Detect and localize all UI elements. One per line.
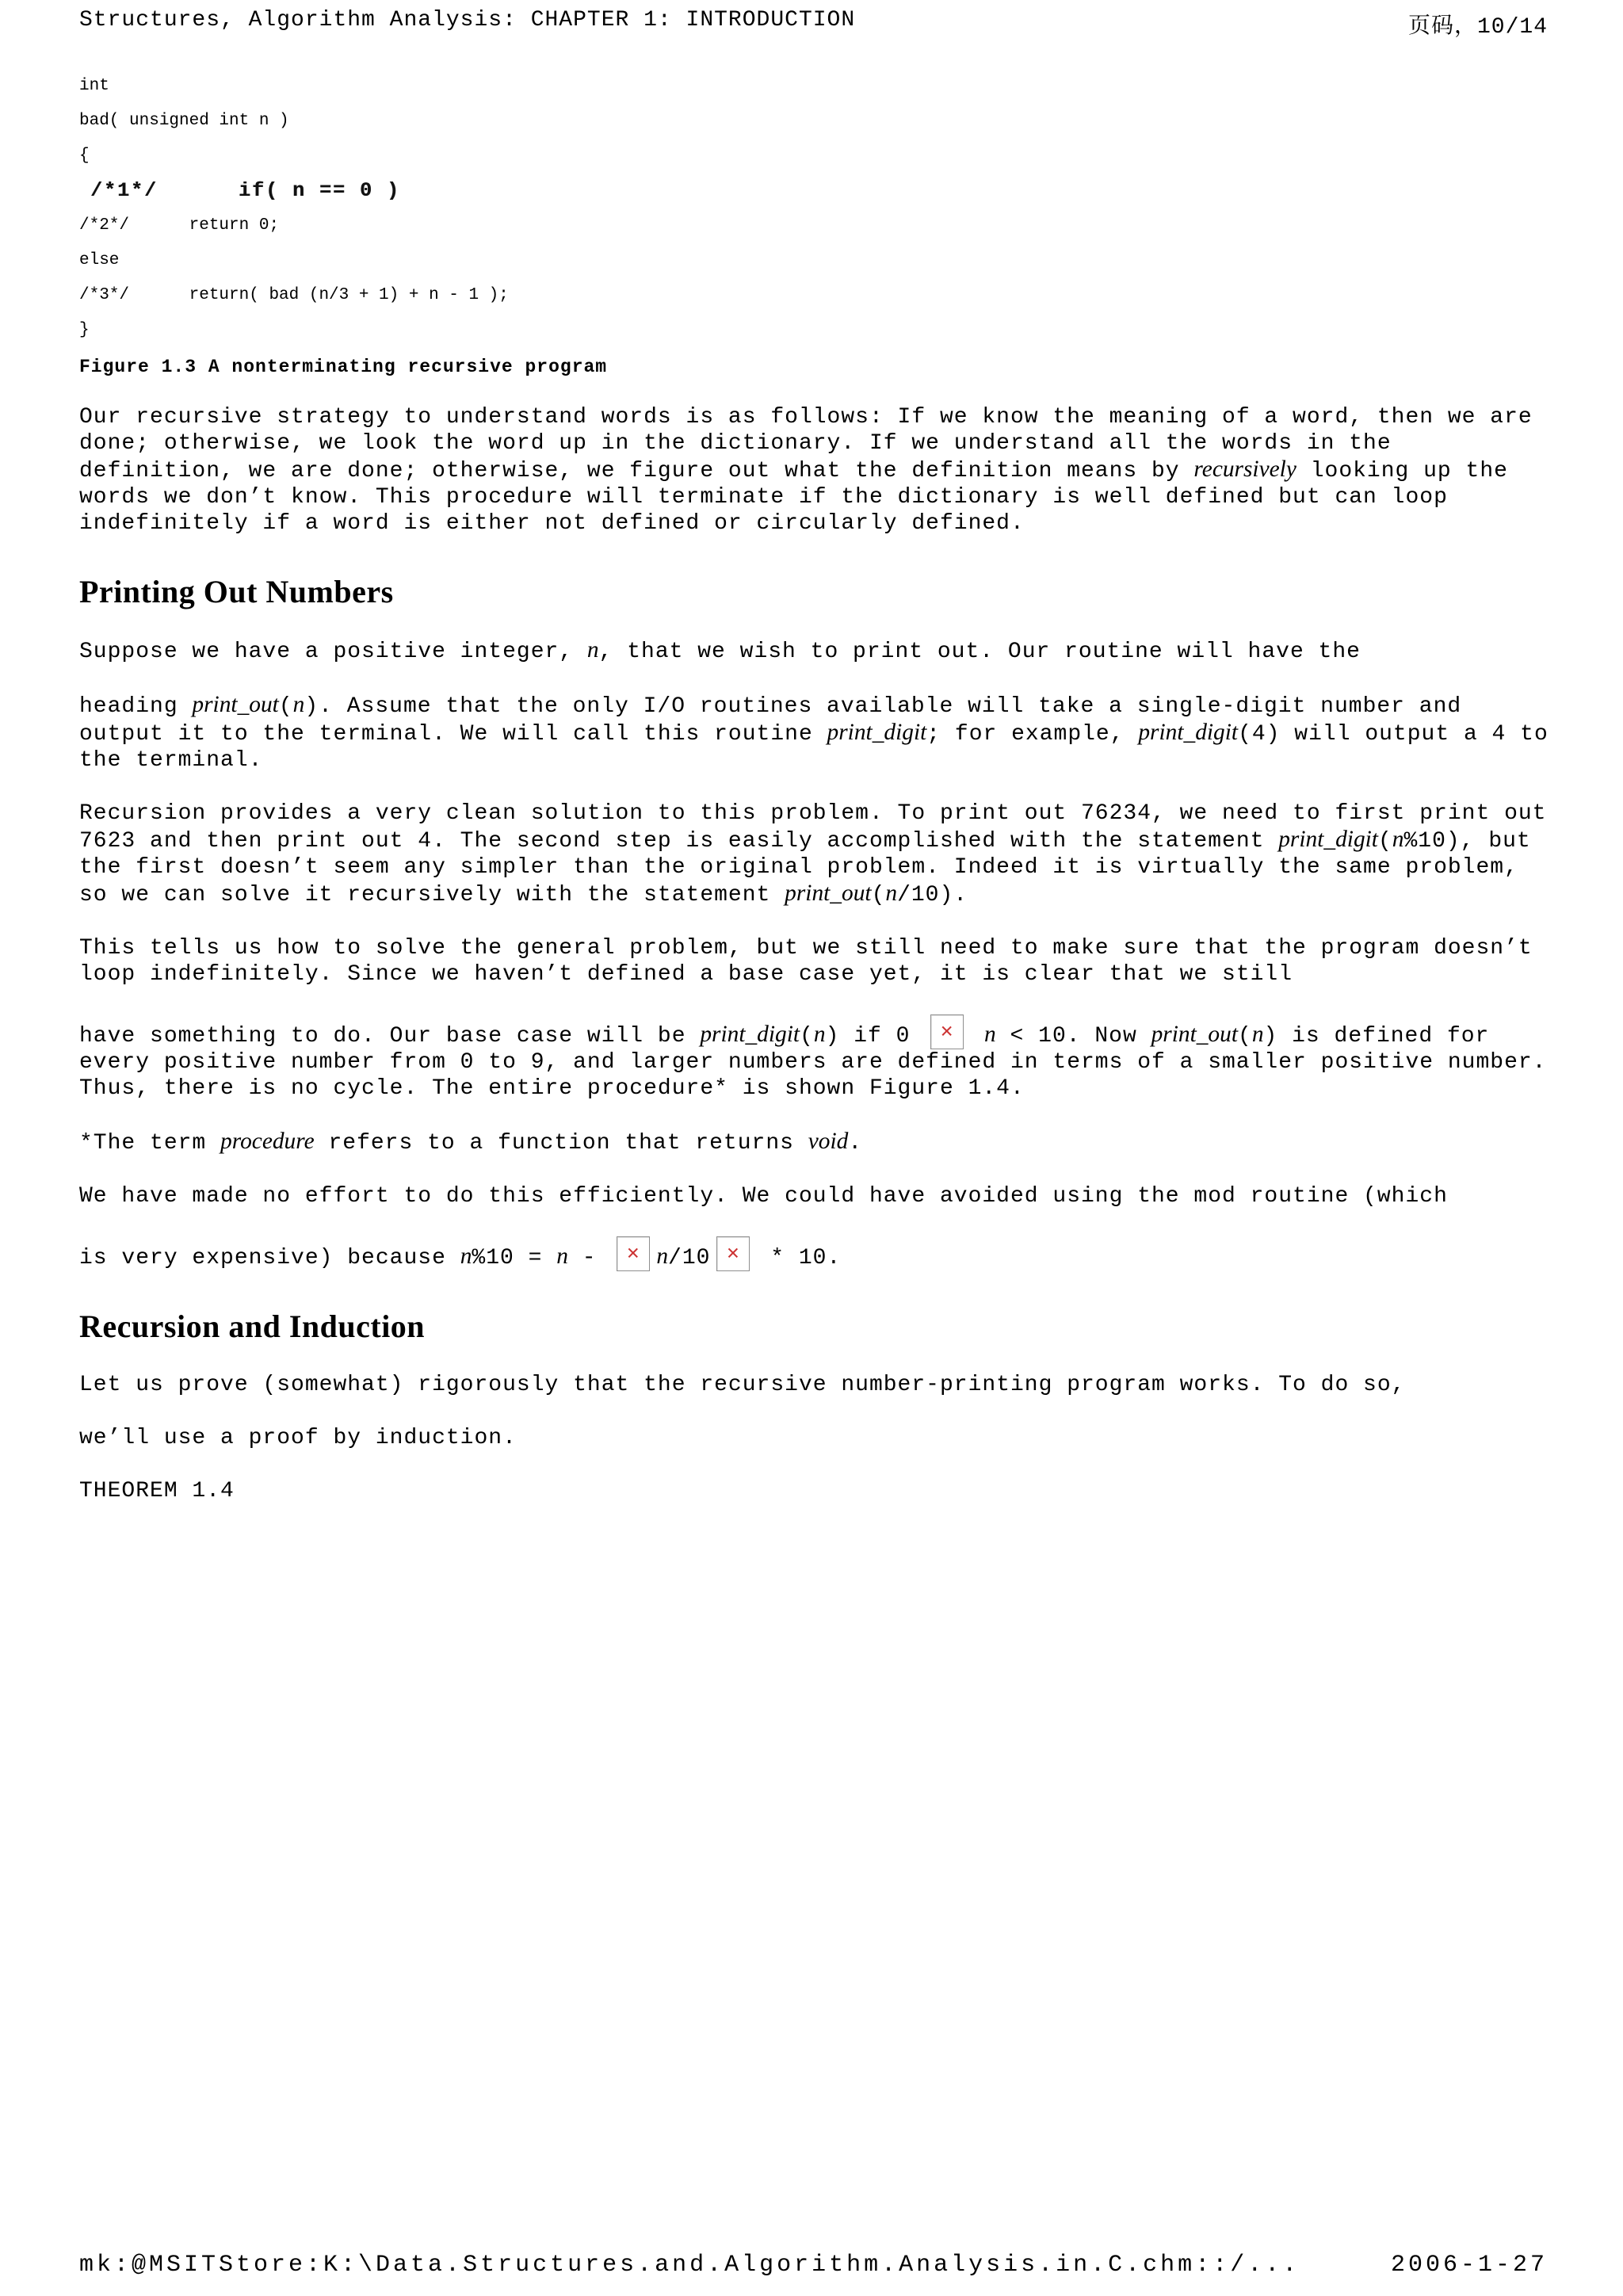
section-heading-printing-out-numbers: Printing Out Numbers	[79, 574, 394, 609]
paragraph-suppose-integer: Suppose we have a positive integer, n, that we wish to print out. Our routine will have the	[79, 637, 1361, 664]
broken-image-icon	[930, 1014, 964, 1049]
paragraph-procedure-footnote: *The term procedure refers to a function that returns void.	[79, 1129, 863, 1156]
code-line: /*3*/ return( bad (n/3 + 1) + n - 1 );	[79, 286, 509, 304]
code-line: }	[79, 321, 90, 339]
code-line: else	[79, 251, 120, 269]
code-listing	[79, 78, 1552, 339]
paragraph-induction-intro-part2: we’ll use a proof by induction.	[79, 1426, 517, 1450]
paragraph-heading-routine: heading print_out(n). Assume that the only I/O routines available will take a single-digit number and output it to the terminal. We will call this routine print_digit; for example, print_digit(4) will output a 4 to the terminal.	[79, 692, 1549, 773]
red-x-icon: ✕	[726, 1244, 741, 1263]
paragraph-efficiency-part2: is very expensive) because n%10 = n - ✕ n/10 ✕ * 10.	[79, 1236, 1552, 1271]
broken-image-icon	[716, 1236, 750, 1271]
page-footer	[79, 2252, 1548, 2279]
broken-image-icon	[617, 1236, 650, 1271]
paragraph-base-case: have something to do. Our base case will be print_digit(n) if 0 ✕ n < 10. Now print_out(n) is defined for every positive number from 0 to 9, and larger numbers are defined in terms of a smaller positive number. Thus, there is no cycle. The entire procedure* is shown Figure 1.4.	[79, 1014, 1552, 1102]
paragraph-recursion-solution: Recursion provides a very clean solution to this problem. To print out 76234, we need to first print out 7623 and then print out 4. The second step is easily accomplished with the statement print_digit(n%10), but the first doesn’t seem any simpler than the original problem. Indeed it is virtually the same problem, so we can solve it recursively with the statement print_out(n/10).	[79, 801, 1547, 907]
paragraph-general-problem: This tells us how to solve the general problem, but we still need to make sure that the program doesn’t loop indefinitely. Since we haven’t defined a base case yet, it is clear that we still	[79, 936, 1533, 987]
section-heading-recursion-and-induction: Recursion and Induction	[79, 1308, 426, 1344]
red-x-icon: ✕	[939, 1022, 955, 1041]
footer-date: 2006-1-27	[1390, 2252, 1548, 2279]
code-line: bad( unsigned int n )	[79, 112, 289, 130]
code-line: /*2*/ return 0;	[79, 216, 280, 235]
figure-caption: Figure 1.3 A nonterminating recursive program	[79, 357, 608, 377]
paragraph-recursive-strategy: Our recursive strategy to understand words is as follows: If we know the meaning of a word, then we are done; otherwise, we look the word up in the dictionary. If we understand all the words in the definition, we are done; otherwise, we figure out what the definition means by recursively looking up the words we don’t know. This procedure will terminate if the dictionary is well defined but can loop indefinitely if a word is either not defined or circularly defined.	[79, 405, 1533, 536]
code-line: {	[79, 147, 90, 165]
footer-source-path: mk:@MSITStore:K:\Data.Structures.and.Algorithm.Analysis.in.C.chm::/...	[79, 2252, 1300, 2279]
page-header	[79, 8, 1548, 40]
header-title: Structures, Algorithm Analysis: CHAPTER 1: INTRODUCTION	[79, 8, 856, 32]
paragraph-induction-intro-part1: Let us prove (somewhat) rigorously that the recursive number-printing program works. To do so,	[79, 1373, 1406, 1397]
red-x-icon: ✕	[626, 1244, 641, 1263]
code-line: int	[79, 77, 109, 95]
theorem-label: THEOREM 1.4	[79, 1479, 235, 1503]
page-content	[79, 78, 1552, 1504]
header-page-number: 页码，10/14	[1407, 15, 1548, 40]
paragraph-efficiency-part1: We have made no effort to do this efficiently. We could have avoided using the mod routine (which	[79, 1184, 1448, 1209]
code-line-rendered-as-image: /*1*/ if( n == 0 )	[90, 179, 401, 202]
